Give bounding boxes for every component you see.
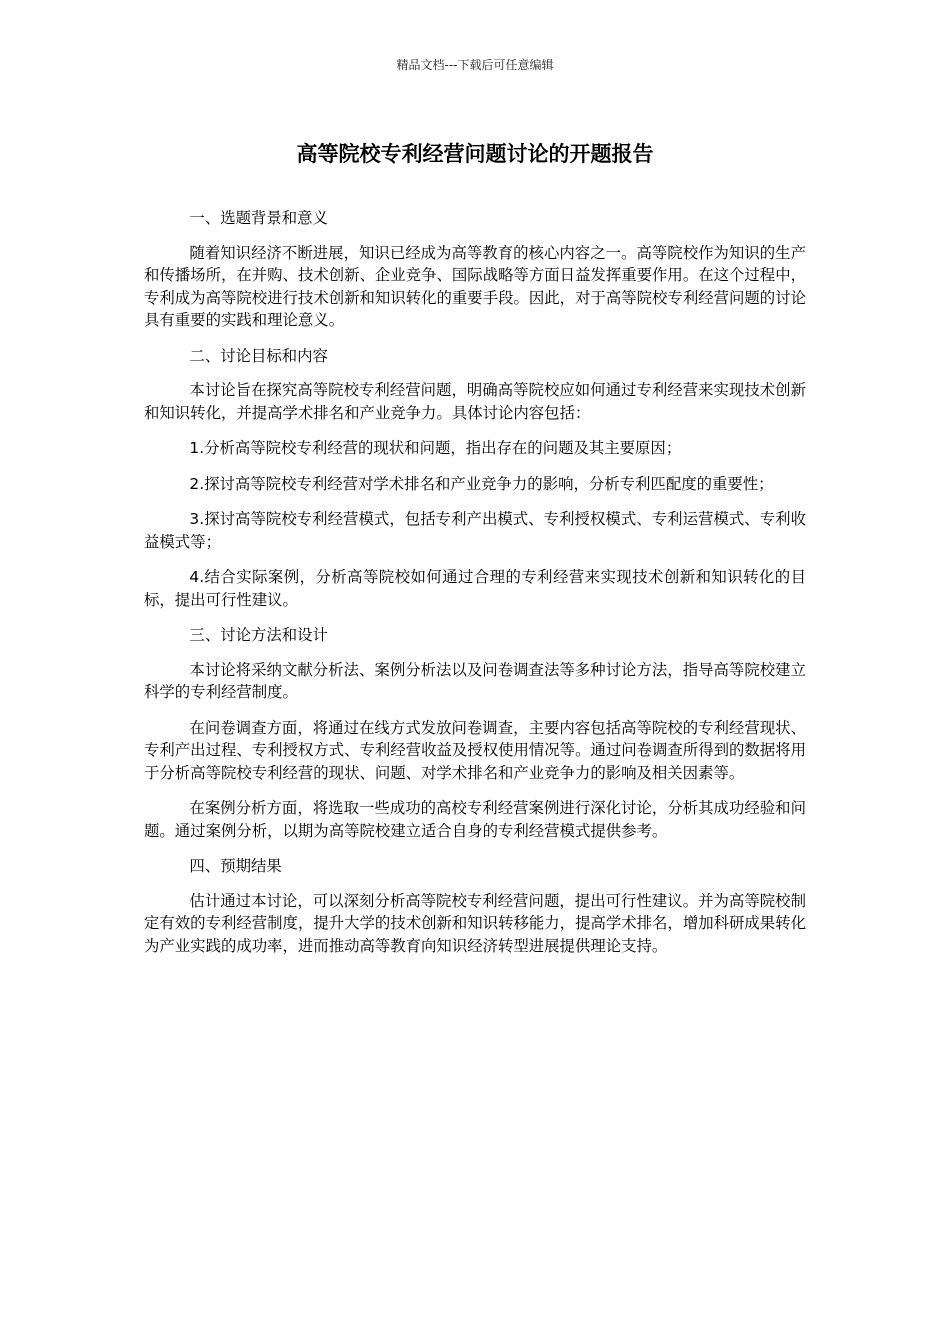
paragraph-results: 估计通过本讨论，可以深刻分析高等院校专利经营问题，提出可行性建议。并为高等院校制定有效的专利经营制度，提升大学的技术创新和知识转移能力，提高学术排名，增加科研成果转化为产业实践的成功率，进而推动高等教育向知识经济转型进展提供理论支持。 <box>144 891 806 955</box>
paragraph-objectives-intro: 本讨论旨在探究高等院校专利经营问题，明确高等院校应如何通过专利经营来实现技术创新和知识转化，并提高学术排名和产业竞争力。具体讨论内容包括： <box>144 381 806 422</box>
section-heading-results: 四、预期结果 <box>189 857 282 875</box>
list-item-2: 2.探讨高等院校专利经营对学术排名和产业竞争力的影响，分析专利匹配度的重要性； <box>189 474 774 493</box>
document-body <box>144 207 806 970</box>
section-heading-objectives: 二、讨论目标和内容 <box>189 346 328 365</box>
header-note: 精品文档---下载后可任意编辑 <box>396 58 554 72</box>
list-item-4: 4.结合实际案例，分析高等院校如何通过合理的专利经营来实现技术创新和知识转化的目标，提出可行性建议。 <box>144 568 806 609</box>
list-item-1: 1.分析高等院校专利经营的现状和问题，指出存在的问题及其主要原因； <box>189 439 682 457</box>
paragraph-methods-2: 在问卷调查方面，将通过在线方式发放问卷调查，主要内容包括高等院校的专利经营现状、专利产出过程、专利授权方式、专利经营收益及授权使用情况等。通过问卷调查所得到的数据将用于分析高等院校专利经营的现状、问题、对学术排名和产业竞争力的影响及相关因素等。 <box>144 718 806 782</box>
document-title: 高等院校专利经营问题讨论的开题报告 <box>296 142 654 166</box>
paragraph-background: 随着知识经济不断进展，知识已经成为高等教育的核心内容之一。高等院校作为知识的生产和传播场所，在并购、技术创新、企业竞争、国际战略等方面日益发挥重要作用。在这个过程中，专利成为高等院校进行技术创新和知识转化的重要手段。因此，对于高等院校专利经营问题的讨论具有重要的实践和理论意义。 <box>144 243 806 329</box>
list-item-3: 3.探讨高等院校专利经营模式，包括专利产出模式、专利授权模式、专利运营模式、专利收益模式等； <box>144 510 806 551</box>
paragraph-methods-3: 在案例分析方面，将选取一些成功的高校专利经营案例进行深化讨论，分析其成功经验和问题。通过案例分析，以期为高等院校建立适合自身的专利经营模式提供参考。 <box>144 799 806 840</box>
section-heading-methods: 三、讨论方法和设计 <box>189 626 328 644</box>
section-heading-background: 一、选题背景和意义 <box>189 209 328 227</box>
paragraph-methods-1: 本讨论将采纳文献分析法、案例分析法以及问卷调查法等多种讨论方法，指导高等院校建立科学的专利经营制度。 <box>144 660 806 701</box>
